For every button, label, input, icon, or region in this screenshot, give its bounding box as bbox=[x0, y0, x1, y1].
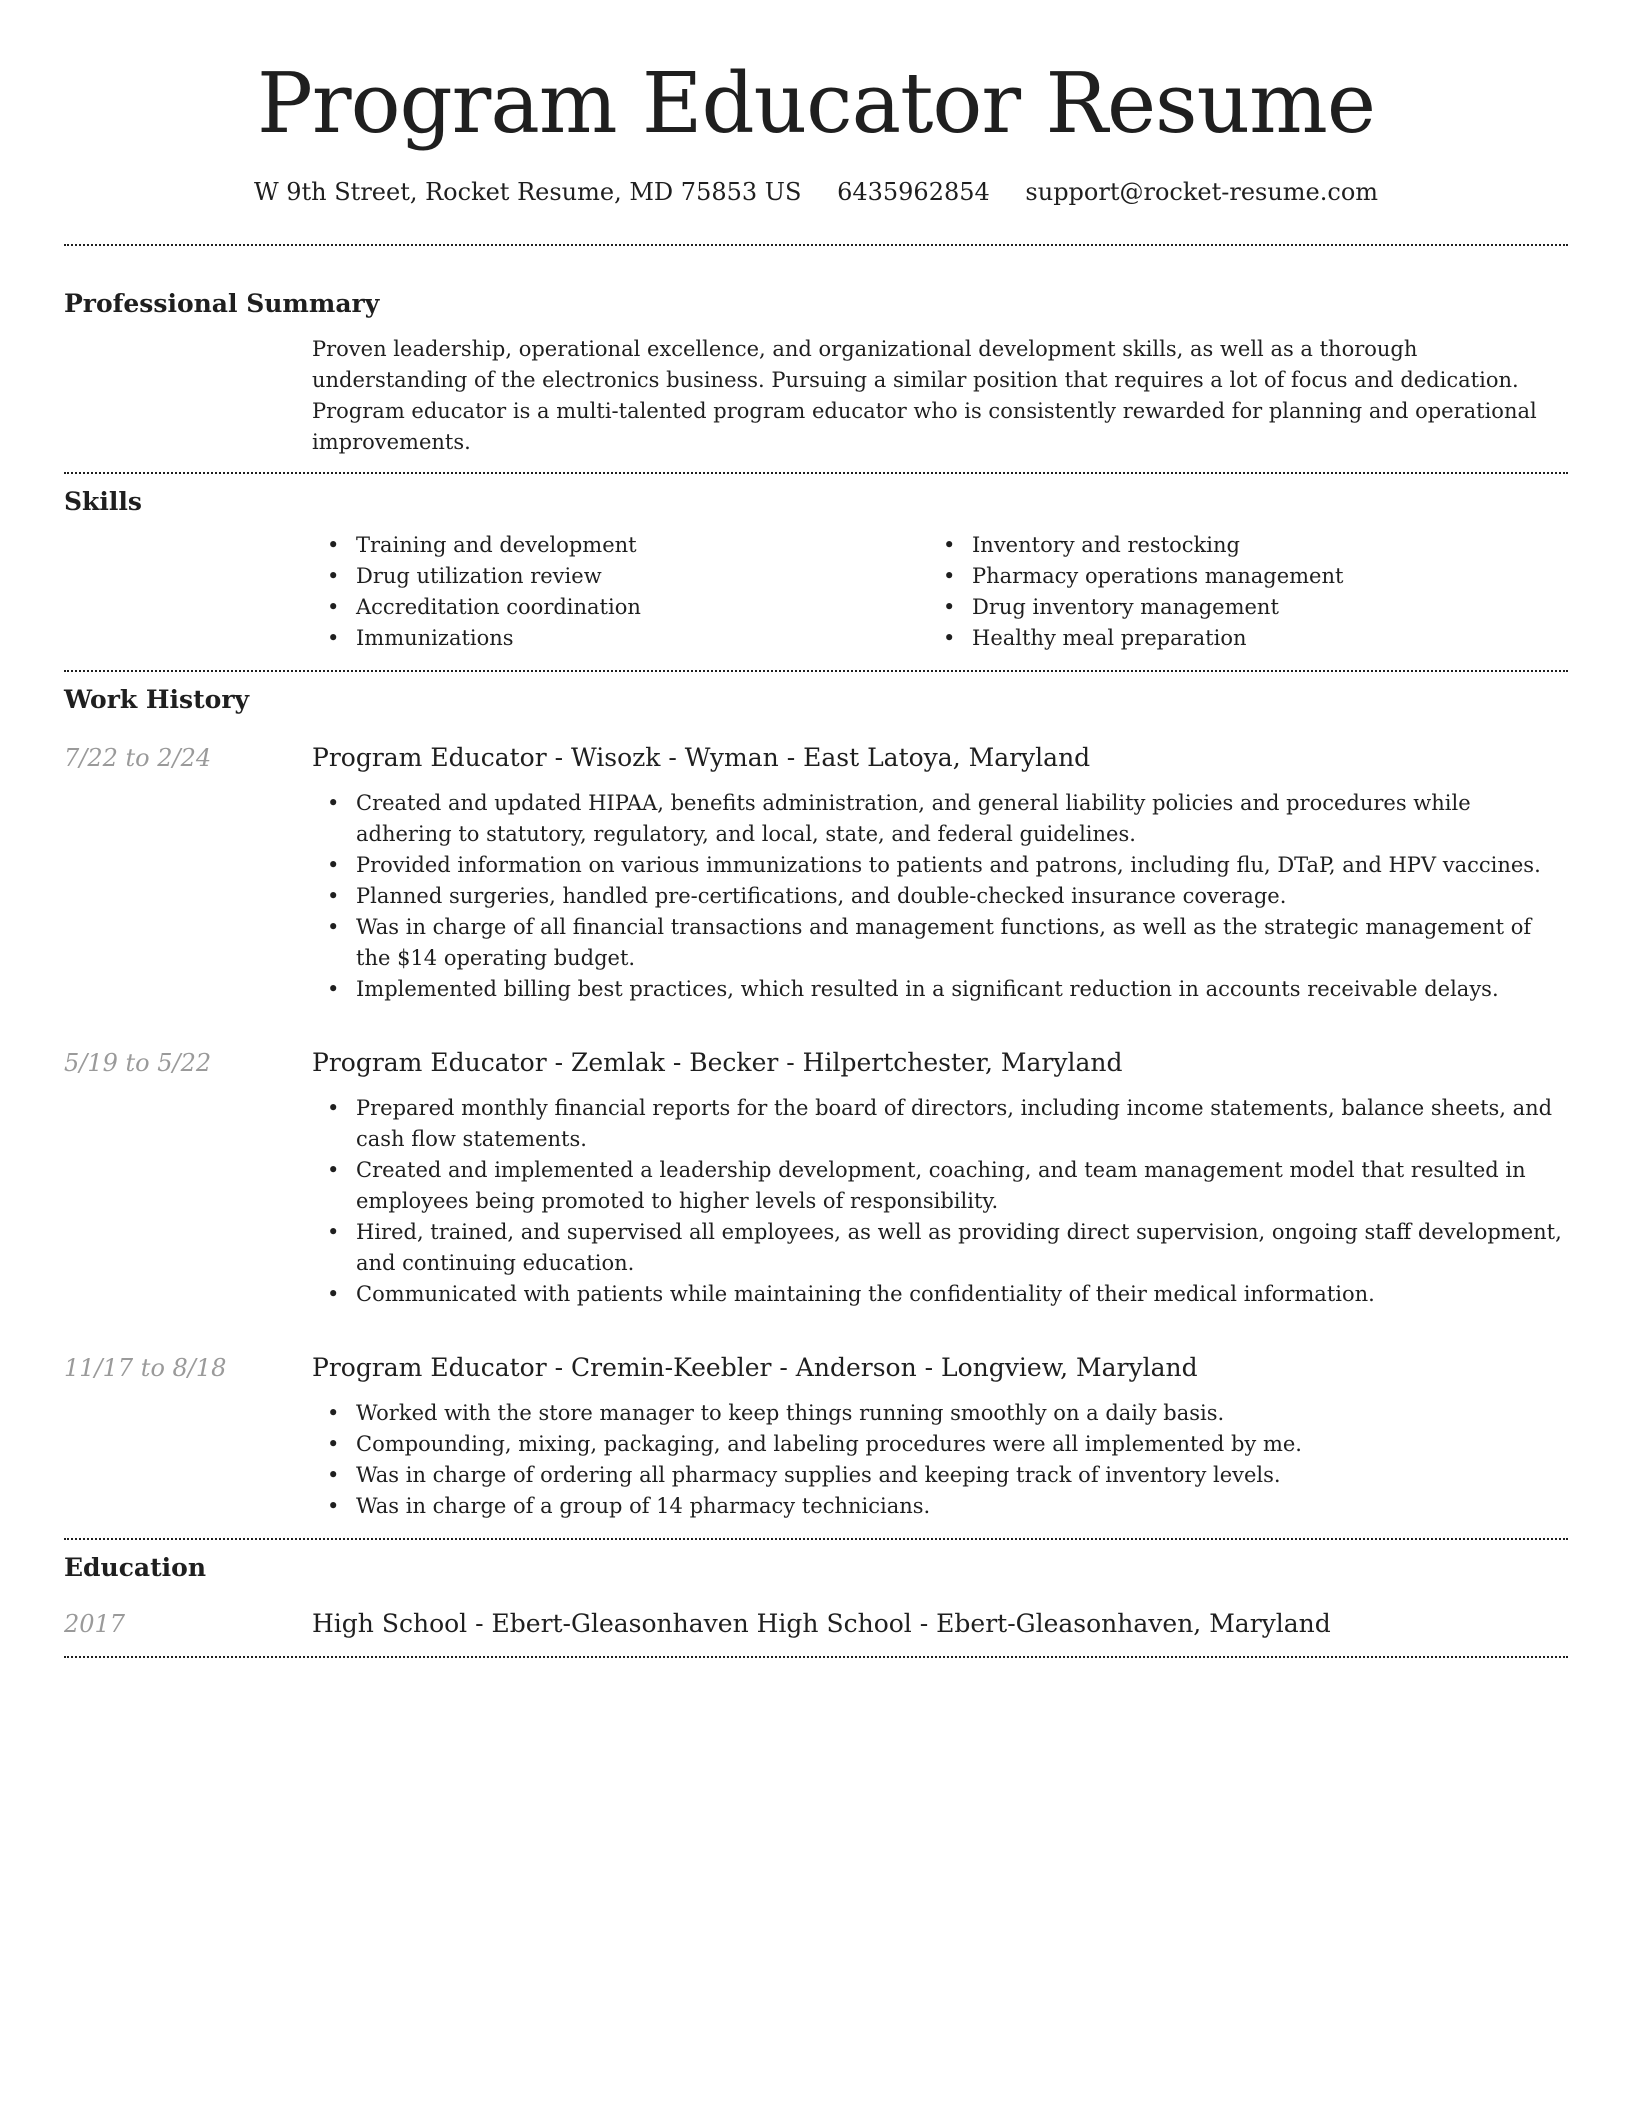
skill-item: • Drug utilization review bbox=[312, 561, 928, 592]
professional-summary-section bbox=[64, 246, 1568, 472]
job-bullet: • Was in charge of a group of 14 pharmacy technicians. bbox=[312, 1491, 1568, 1522]
section-title-summary: Professional Summary bbox=[64, 289, 380, 318]
section-title-skills: Skills bbox=[64, 487, 142, 516]
contact-address: W 9th Street, Rocket Resume, MD 75853 US bbox=[253, 178, 802, 206]
skill-item: • Healthy meal preparation bbox=[928, 623, 1544, 654]
section-title-education: Education bbox=[64, 1553, 207, 1582]
job-bullet: • Was in charge of all financial transactions and management functions, as well as the strategic management of the $14 operating budget. bbox=[312, 912, 1568, 974]
skills-list-left bbox=[312, 530, 928, 654]
skills-section bbox=[64, 474, 1568, 670]
job-title: Program Educator - Wisozk - Wyman - East Latoya, Maryland bbox=[312, 743, 1091, 772]
education-entry bbox=[64, 1606, 1568, 1656]
skill-item: • Drug inventory management bbox=[928, 592, 1544, 623]
job-entry bbox=[64, 740, 1568, 1005]
summary-text: Proven leadership, operational excellence, and organizational development skills, as well as a thorough understanding of the electronics business. Pursuing a similar position that requires a lot of focus and dedication. Program educator is a multi-talented program educator who is consistently rewarded for planning and operational improvements. bbox=[312, 337, 1537, 454]
job-bullet: • Hired, trained, and supervised all employees, as well as providing direct supervision, ongoing staff development, and continuing education. bbox=[312, 1217, 1568, 1279]
job-dates: 5/19 to 5/22 bbox=[64, 1049, 212, 1077]
job-dates: 11/17 to 8/18 bbox=[64, 1354, 227, 1382]
job-bullet: • Created and implemented a leadership development, coaching, and team management model that resulted in employees being promoted to higher levels of responsibility. bbox=[312, 1155, 1568, 1217]
job-bullet: • Was in charge of ordering all pharmacy supplies and keeping track of inventory levels. bbox=[312, 1460, 1568, 1491]
job-bullet: • Communicated with patients while maintaining the confidentiality of their medical information. bbox=[312, 1279, 1568, 1310]
skill-item: • Inventory and restocking bbox=[928, 530, 1544, 561]
job-bullets bbox=[312, 1398, 1568, 1522]
skill-item: • Immunizations bbox=[312, 623, 928, 654]
contact-line bbox=[64, 174, 1568, 210]
job-title: Program Educator - Cremin-Keebler - Anderson - Longview, Maryland bbox=[312, 1353, 1198, 1382]
job-bullet: • Implemented billing best practices, which resulted in a significant reduction in accounts receivable delays. bbox=[312, 974, 1568, 1005]
job-bullets bbox=[312, 1093, 1568, 1310]
job-bullet: • Worked with the store manager to keep things running smoothly on a daily basis. bbox=[312, 1398, 1568, 1429]
job-title: Program Educator - Zemlak - Becker - Hilpertchester, Maryland bbox=[312, 1048, 1123, 1077]
job-bullets bbox=[312, 788, 1568, 1005]
job-bullet: • Prepared monthly financial reports for the board of directors, including income statements, balance sheets, and cash flow statements. bbox=[312, 1093, 1568, 1155]
job-bullet: • Provided information on various immunizations to patients and patrons, including flu, DTaP, and HPV vaccines. bbox=[312, 850, 1568, 881]
contact-phone: 6435962854 bbox=[837, 178, 990, 206]
job-bullet: • Compounding, mixing, packaging, and labeling procedures were all implemented by me. bbox=[312, 1429, 1568, 1460]
education-section bbox=[64, 1540, 1568, 1656]
skill-item: • Accreditation coordination bbox=[312, 592, 928, 623]
contact-email: support@rocket-resume.com bbox=[1025, 178, 1379, 206]
resume-name: Program Educator Resume bbox=[257, 55, 1375, 152]
job-entry bbox=[64, 1350, 1568, 1522]
education-year: 2017 bbox=[64, 1610, 126, 1638]
skill-item: • Pharmacy operations management bbox=[928, 561, 1544, 592]
section-divider bbox=[64, 1656, 1568, 1658]
job-dates: 7/22 to 2/24 bbox=[64, 744, 212, 772]
skill-item: • Training and development bbox=[312, 530, 928, 561]
job-bullet: • Planned surgeries, handled pre-certifications, and double-checked insurance coverage. bbox=[312, 881, 1568, 912]
education-detail: High School - Ebert-Gleasonhaven High School - Ebert-Gleasonhaven, Maryland bbox=[312, 1609, 1331, 1638]
work-history-section bbox=[64, 672, 1568, 1538]
job-bullet: • Created and updated HIPAA, benefits administration, and general liability policies and procedures while adhering to statutory, regulatory, and local, state, and federal guidelines. bbox=[312, 788, 1568, 850]
skills-list-right bbox=[928, 530, 1544, 654]
section-title-work: Work History bbox=[64, 685, 250, 714]
job-entry bbox=[64, 1045, 1568, 1310]
